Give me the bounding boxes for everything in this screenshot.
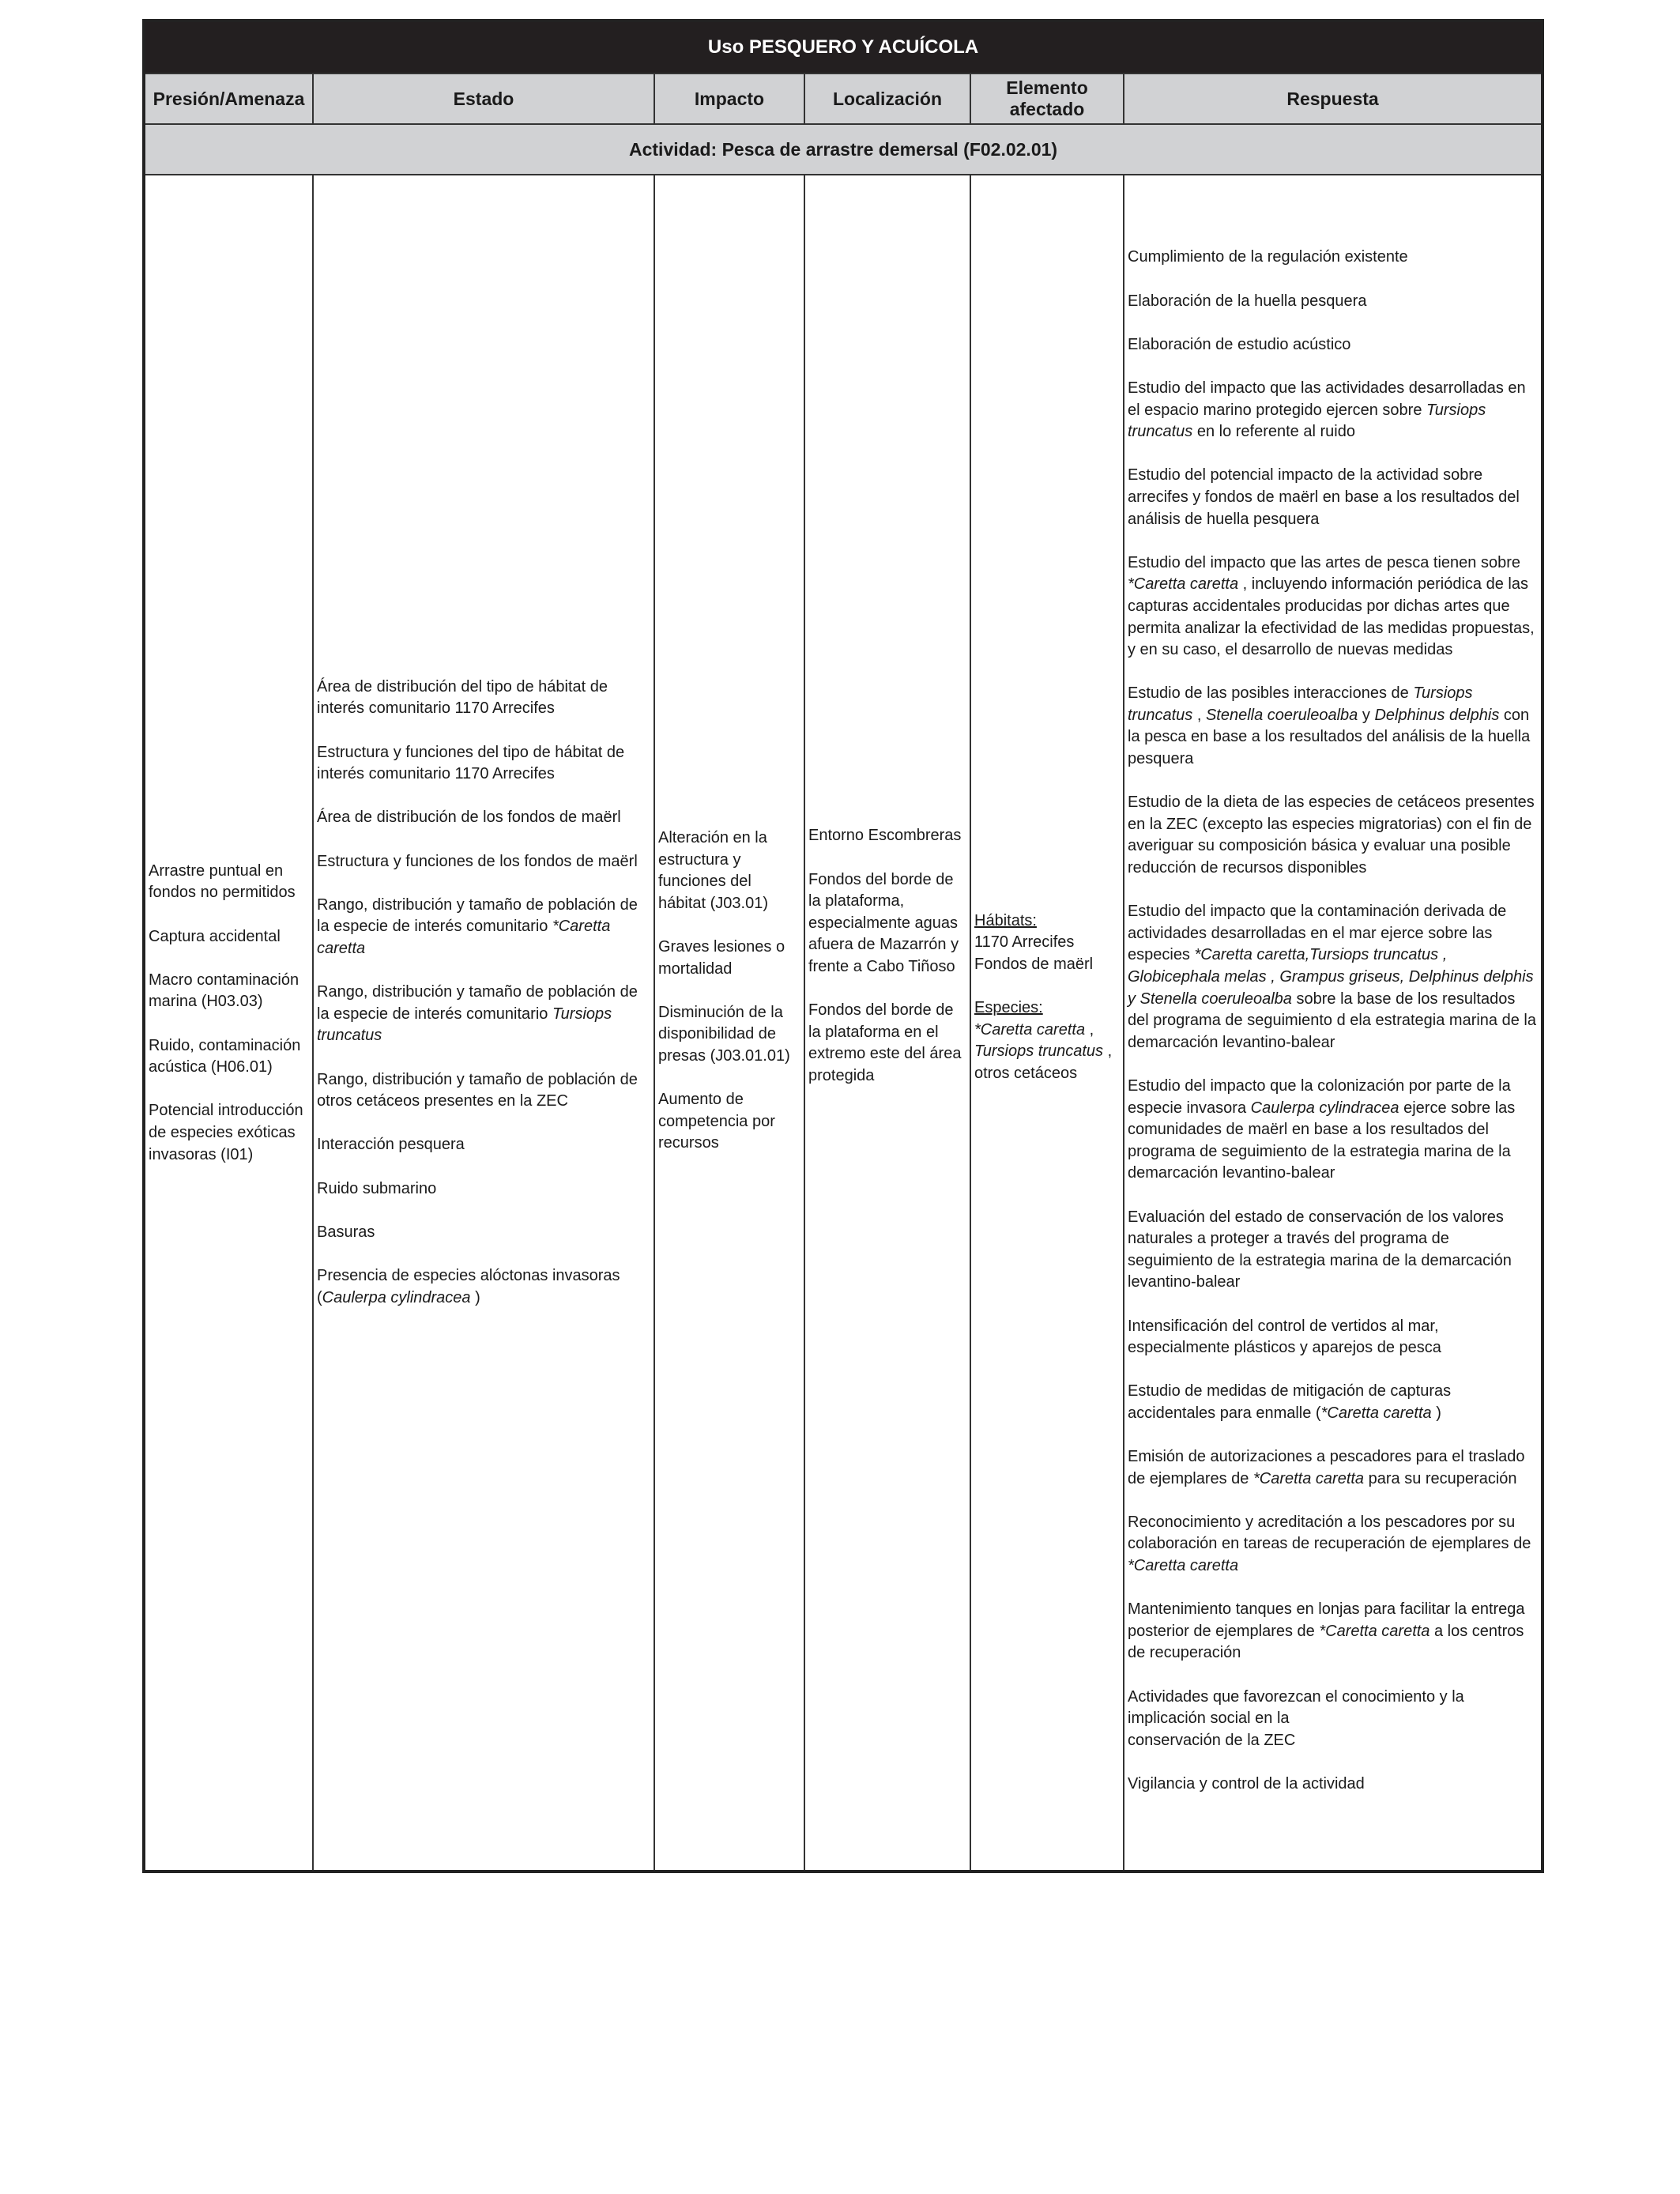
respuesta-item xyxy=(1128,1381,1538,1424)
header-impacto: Impacto xyxy=(654,74,804,124)
impacto-cell xyxy=(654,175,804,1872)
separator: , xyxy=(1085,1020,1094,1039)
estado-text: Rango, distribución y tamaño de población de la especie de interés comunitario xyxy=(317,983,638,1023)
impacto-item: Disminución de la disponibilidad de presas (J03.01.01) xyxy=(658,1003,790,1065)
respuesta-item: Intensificación del control de vertidos al mar, especialmente plásticos y aparejos de pesca xyxy=(1128,1317,1441,1357)
respuesta-item xyxy=(1128,683,1538,770)
presion-item: Ruido, contaminación acústica (H06.01) xyxy=(149,1036,301,1076)
respuesta-item xyxy=(1128,552,1538,662)
respuesta-text: Estudio del impacto que la colonización por parte de la especie invasora xyxy=(1128,1076,1511,1117)
estado-item xyxy=(317,1265,650,1309)
estado-item: Rango, distribución y tamaño de población de otros cetáceos presentes en la ZEC xyxy=(317,1070,638,1110)
estado-text: ) xyxy=(470,1288,480,1306)
localizacion-item: Fondos del borde de la plataforma en el extremo este del área protegida xyxy=(808,1001,962,1084)
respuesta-text: con la pesca en base a los resultados del análisis de la huella pesquera xyxy=(1128,706,1531,768)
respuesta-item xyxy=(1128,1512,1538,1578)
respuesta-item xyxy=(1128,1446,1538,1490)
respuesta-item xyxy=(1128,901,1538,1054)
header-estado: Estado xyxy=(313,74,654,124)
respuesta-item: Elaboración de estudio acústico xyxy=(1128,335,1351,353)
respuesta-text: a los centros de recuperación xyxy=(1128,1622,1524,1662)
respuesta-text: conservación de la ZEC xyxy=(1128,1731,1296,1749)
species-name: Caulerpa cylindracea xyxy=(322,1288,471,1306)
impacto-item: Alteración en la estructura y funciones del hábitat (J03.01) xyxy=(658,829,768,912)
habitat-item: Fondos de maërl xyxy=(974,955,1094,973)
respuesta-text: , incluyendo información periódica de las capturas accidentales producidas por dichas artes que permita analizar la efectividad de las medidas propuestas, y en su caso, el desarrollo de nuevas medidas xyxy=(1128,575,1535,659)
respuesta-item: Vigilancia y control de la actividad xyxy=(1128,1774,1365,1793)
header-presion: Presión/Amenaza xyxy=(144,74,313,124)
species-name: Tursiops truncatus xyxy=(1128,401,1486,441)
habitats-label: Hábitats: xyxy=(974,911,1037,929)
respuesta-text: en lo referente al ruido xyxy=(1192,423,1355,441)
respuesta-text: Estudio del impacto que las artes de pesca tienen sobre xyxy=(1128,553,1520,571)
respuesta-text: Actividades que favorezcan el conocimiento y la implicación social en la xyxy=(1128,1687,1464,1728)
impacto-item: Graves lesiones o mortalidad xyxy=(658,938,785,978)
impacto-item: Aumento de competencia por recursos xyxy=(658,1091,775,1152)
elemento-cell xyxy=(970,175,1124,1872)
species-name: *Caretta caretta,Tursiops truncatus , Globicephala melas , Grampus griseus, Delphinus delphis y Stenella coeruleoalba xyxy=(1128,946,1534,1008)
species-name: *Caretta caretta xyxy=(1128,1557,1239,1575)
header-respuesta: Respuesta xyxy=(1124,74,1543,124)
especies-group xyxy=(974,997,1120,1084)
estado-item: Basuras xyxy=(317,1223,375,1241)
estado-item: Interacción pesquera xyxy=(317,1136,465,1154)
estado-item: Ruido submarino xyxy=(317,1179,437,1197)
header-elemento xyxy=(970,74,1124,124)
respuesta-text: Emisión de autorizaciones a pescadores para el traslado de ejemplares de xyxy=(1128,1448,1525,1487)
separator: , xyxy=(1192,706,1206,724)
respuesta-text: sobre la base de los resultados del programa de seguimiento d ela estrategia marina de la demarcación levantino-balear xyxy=(1128,990,1536,1051)
respuesta-text: Estudio de medidas de mitigación de capturas accidentales para enmalle ( xyxy=(1128,1382,1452,1422)
respuesta-text: Estudio del impacto que las actividades desarrolladas en el espacio marino protegido ejercen sobre xyxy=(1128,379,1526,419)
estado-cell xyxy=(313,175,654,1872)
especies-text xyxy=(974,1021,1112,1082)
threat-response-table xyxy=(142,19,1544,1873)
respuesta-item: Estudio de la dieta de las especies de cetáceos presentes en la ZEC (excepto las especies migratorias) con el fin de averiguar su composición básica y evaluar una posible reducción de recursos disponibles xyxy=(1128,794,1535,877)
localizacion-item: Fondos del borde de la plataforma, especialmente aguas afuera de Mazarrón y frente a Cabo Tiñoso xyxy=(808,870,959,975)
respuesta-item: Estudio del potencial impacto de la actividad sobre arrecifes y fondos de maërl en base a los resultados del análisis de huella pesquera xyxy=(1128,466,1520,528)
respuesta-text: Mantenimiento tanques en lonjas para facilitar la entrega posterior de ejemplares de xyxy=(1128,1600,1525,1640)
respuesta-text: Estudio del impacto que la contaminación derivada de actividades desarrolladas en el mar ejerce sobre las especies xyxy=(1128,903,1507,964)
respuesta-item: Evaluación del estado de conservación de los valores naturales a proteger a través del programa de seguimiento de la estrategia marina de la demarcación levantino-balear xyxy=(1128,1208,1512,1291)
header-localizacion: Localización xyxy=(804,74,970,124)
presion-item: Arrastre puntual en fondos no permitidos xyxy=(149,861,296,902)
habitats-group xyxy=(974,910,1120,976)
estado-text: Rango, distribución y tamaño de población de la especie de interés comunitario xyxy=(317,895,638,936)
respuesta-cell xyxy=(1124,175,1543,1872)
species-name: *Caretta caretta xyxy=(974,1020,1086,1039)
presion-item: Captura accidental xyxy=(149,927,281,945)
habitat-item: 1170 Arrecifes xyxy=(974,933,1075,952)
estado-item: Área de distribución del tipo de hábitat de interés comunitario 1170 Arrecifes xyxy=(317,677,608,718)
estado-item xyxy=(317,895,650,960)
respuesta-item xyxy=(1128,378,1538,443)
especies-tail: , otros cetáceos xyxy=(974,1042,1113,1082)
header-elemento-text: Elemento afectado xyxy=(1006,77,1088,119)
estado-item: Área de distribución de los fondos de maërl xyxy=(317,809,621,827)
species-name: *Caretta caretta xyxy=(1252,1469,1365,1487)
localizacion-cell xyxy=(804,175,970,1872)
estado-text: Presencia de especies alóctonas invasoras ( xyxy=(317,1266,620,1306)
table-title: Uso PESQUERO Y ACUÍCOLA xyxy=(144,21,1543,74)
species-name: *Caretta caretta xyxy=(317,918,611,958)
species-name: Caulerpa cylindracea xyxy=(1250,1099,1399,1117)
species-name: Delphinus delphis xyxy=(1374,706,1500,724)
respuesta-text: ) xyxy=(1431,1404,1441,1422)
respuesta-item xyxy=(1128,1599,1538,1664)
presion-item: Macro contaminación marina (H03.03) xyxy=(149,971,299,1011)
species-name: Tursiops truncatus xyxy=(1128,684,1473,724)
separator: y xyxy=(1358,706,1375,724)
respuesta-item xyxy=(1128,1687,1538,1752)
species-name: *Caretta caretta xyxy=(1128,575,1239,594)
species-name: Tursiops truncatus xyxy=(974,1042,1104,1061)
activity-heading: Actividad: Pesca de arrastre demersal (F02.02.01) xyxy=(144,124,1543,175)
respuesta-text: Reconocimiento y acreditación a los pescadores por su colaboración en tareas de recuperación de ejemplares de xyxy=(1128,1513,1531,1553)
presion-cell xyxy=(144,175,313,1872)
species-name: *Caretta caretta xyxy=(1320,1404,1432,1422)
species-name: Stenella coeruleoalba xyxy=(1205,706,1358,724)
respuesta-text: para su recuperación xyxy=(1364,1469,1517,1487)
presion-item: Potencial introducción de especies exóticas invasoras (I01) xyxy=(149,1102,303,1163)
respuesta-item: Elaboración de la huella pesquera xyxy=(1128,292,1367,310)
respuesta-text: ejerce sobre las comunidades de maërl en base a los resultados del programa de seguimiento de la estrategia marina de la demarcación levantino-balear xyxy=(1128,1099,1516,1182)
respuesta-item: Cumplimiento de la regulación existente xyxy=(1128,248,1408,266)
localizacion-item: Entorno Escombreras xyxy=(808,827,962,845)
estado-item xyxy=(317,982,650,1047)
respuesta-text: Estudio de las posibles interacciones de xyxy=(1128,684,1414,703)
estado-item: Estructura y funciones del tipo de hábitat de interés comunitario 1170 Arrecifes xyxy=(317,743,625,783)
respuesta-item xyxy=(1128,1076,1538,1185)
species-name: *Caretta caretta xyxy=(1319,1622,1430,1640)
species-name: Tursiops truncatus xyxy=(317,1005,612,1045)
especies-label: Especies: xyxy=(974,999,1043,1016)
estado-item: Estructura y funciones de los fondos de maërl xyxy=(317,852,638,870)
